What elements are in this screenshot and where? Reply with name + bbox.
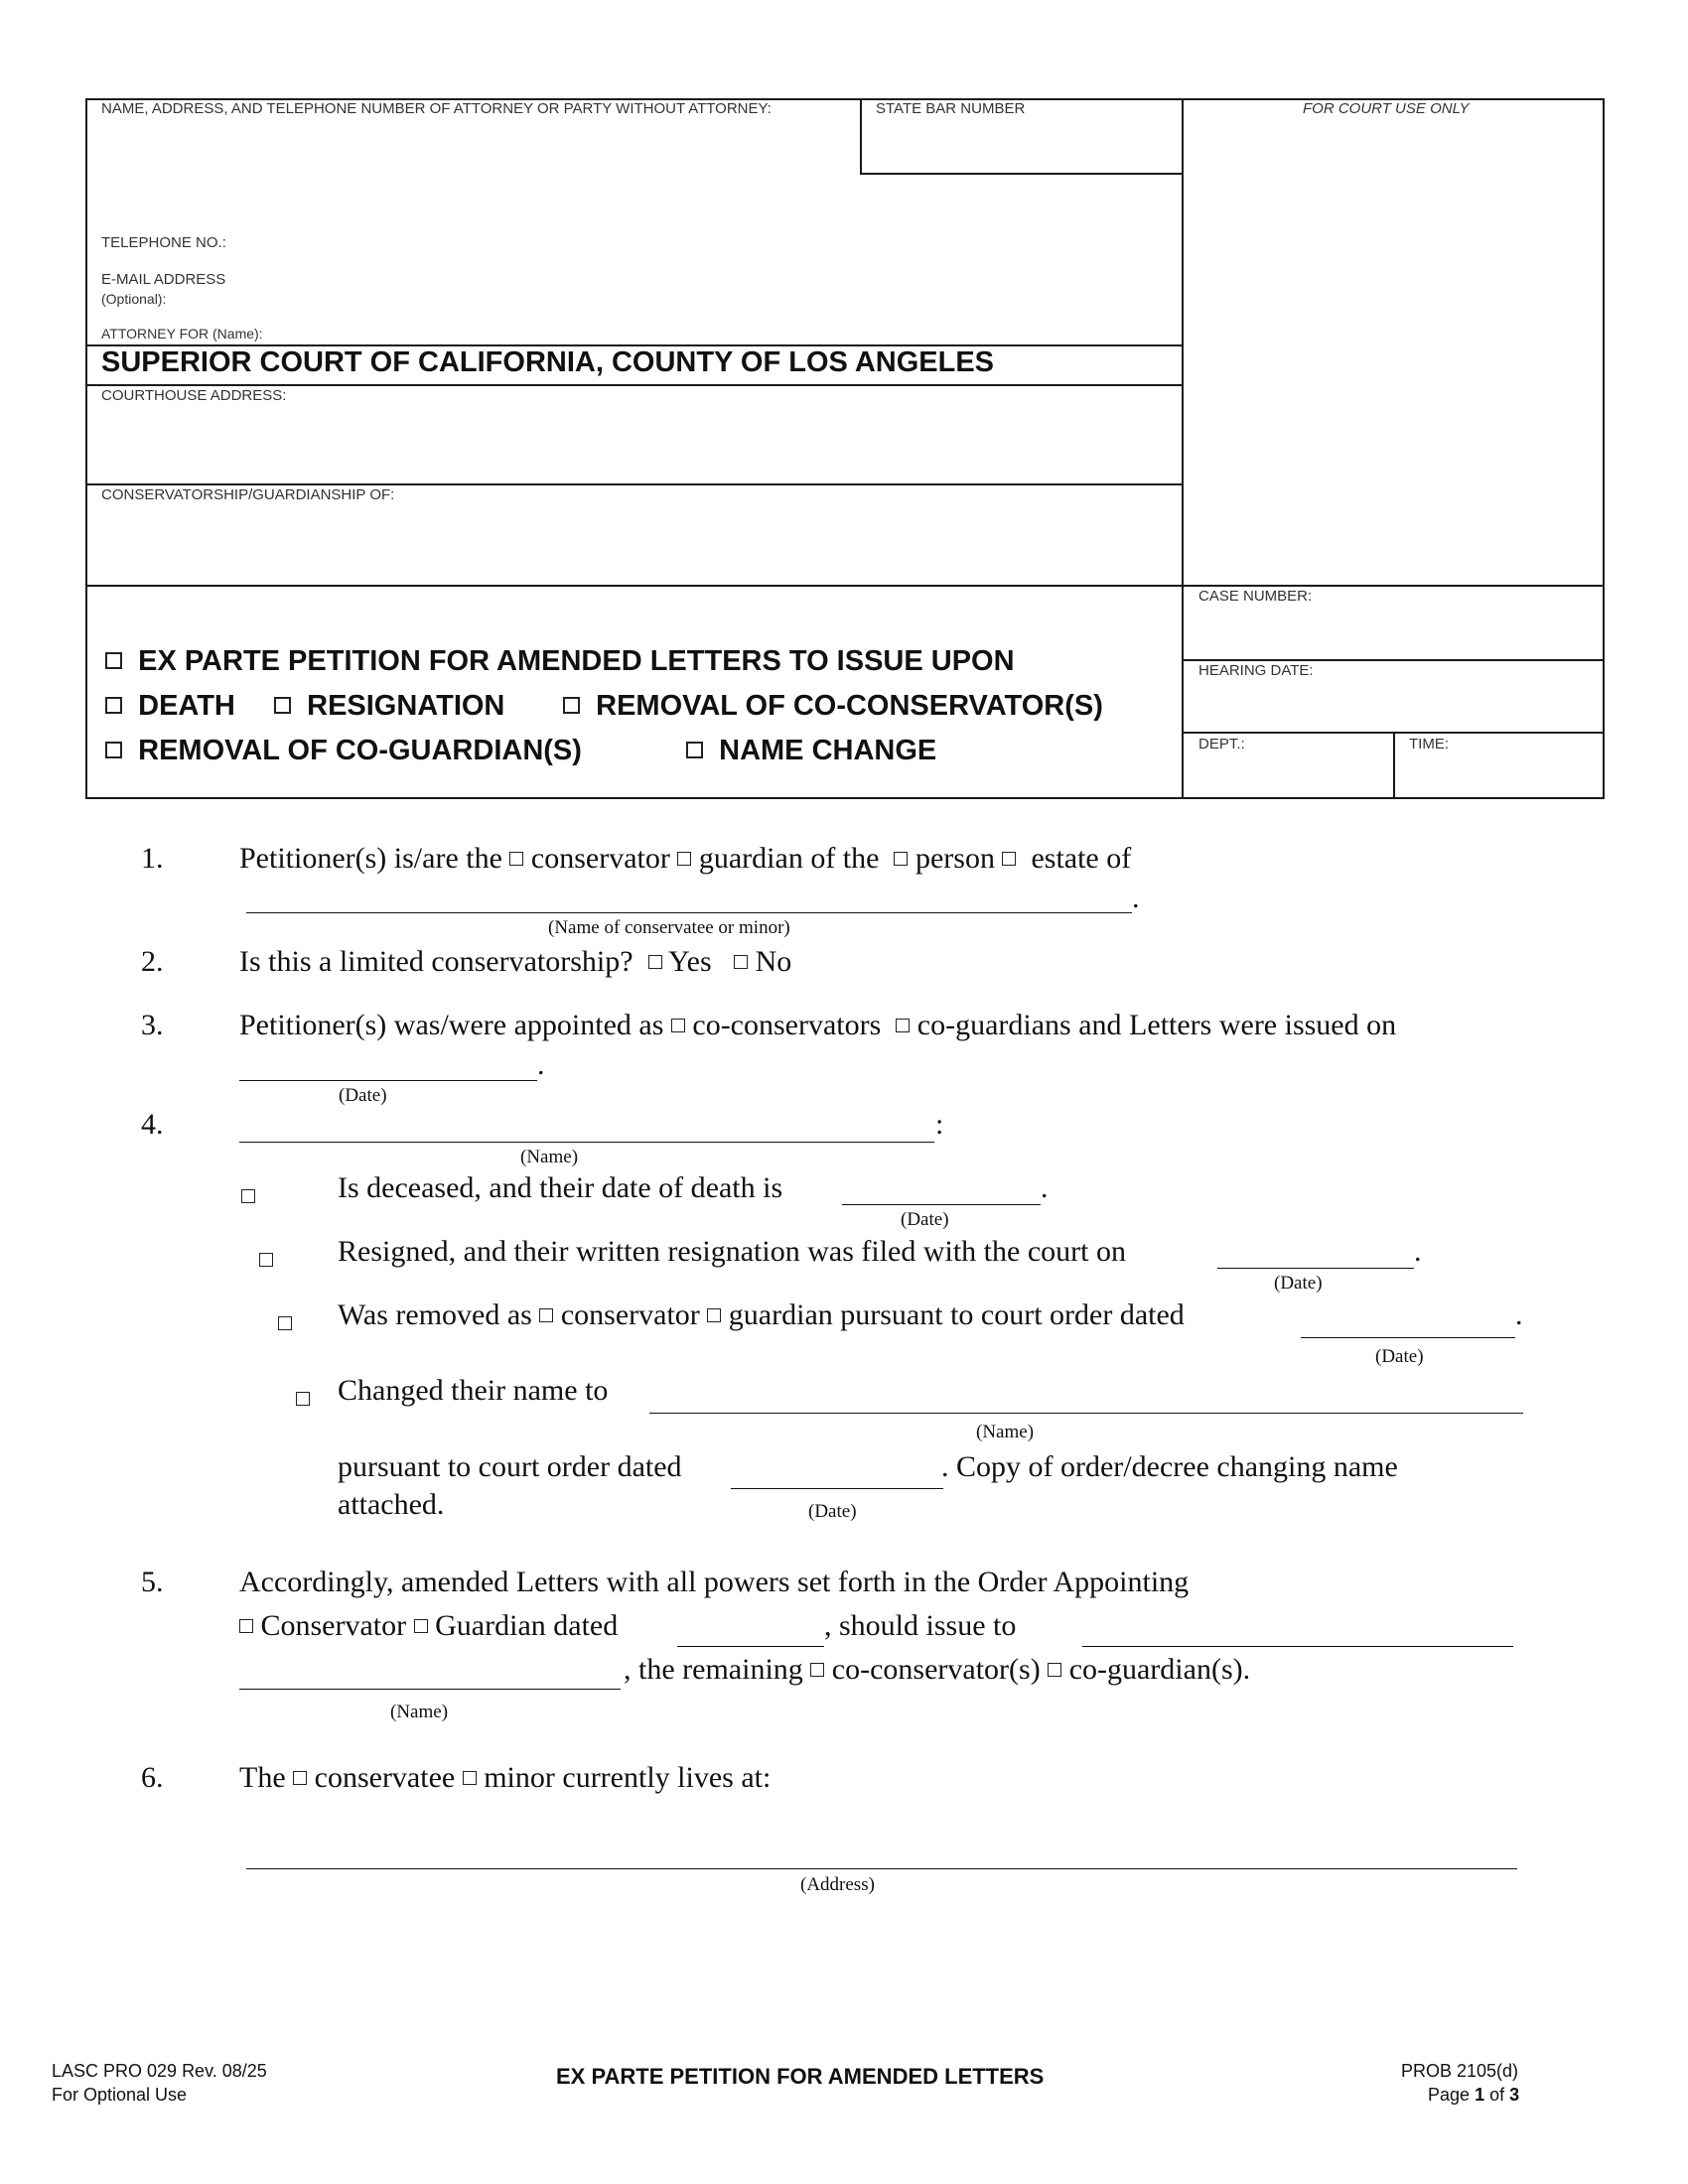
matter-label: CONSERVATORSHIP/GUARDIANSHIP OF:: [101, 486, 395, 503]
checkbox[interactable]: [414, 1619, 428, 1633]
item-4-deceased: Is deceased, and their date of death is: [338, 1171, 783, 1204]
item-3-period: .: [537, 1048, 545, 1081]
item-4-deceased-period: .: [1041, 1171, 1049, 1204]
item-5-line-2: Conservator Guardian dated: [239, 1609, 618, 1643]
item-5-line-3: , the remaining co-conservator(s) co-guardian(s).: [624, 1653, 1251, 1686]
telephone-label: TELEPHONE NO.:: [101, 234, 226, 251]
hearing-top: [1182, 659, 1605, 661]
item-4-resignation-date-line[interactable]: [1217, 1268, 1414, 1269]
email-optional-label: (Optional):: [101, 291, 167, 307]
dept-time-divider: [1393, 732, 1395, 799]
item-4-pursuant-line: pursuant to court order dated: [338, 1450, 682, 1483]
item-4-resigned-period: .: [1414, 1235, 1422, 1268]
title-removal-coconservator: REMOVAL OF CO-CONSERVATOR(S): [563, 690, 1103, 723]
item-5-number: 5.: [141, 1566, 164, 1598]
checkbox[interactable]: [463, 1771, 477, 1785]
checkbox[interactable]: [105, 742, 122, 758]
title-name-change: NAME CHANGE: [686, 735, 936, 767]
court-name: SUPERIOR COURT OF CALIFORNIA, COUNTY OF LOS ANGELES: [101, 346, 995, 378]
item-4-deceased-caption: (Date): [901, 1209, 949, 1230]
state-bar-bottom: [860, 173, 1183, 175]
item-4-colon: :: [935, 1108, 944, 1141]
item-3-line: Petitioner(s) was/were appointed as co-conservators co-guardians and Letters were issued on: [239, 1009, 1397, 1041]
item-1-period: .: [1132, 882, 1140, 914]
checkbox[interactable]: [241, 1189, 255, 1203]
item-3-caption: (Date): [339, 1085, 387, 1106]
checkbox[interactable]: [105, 697, 122, 714]
item-4-order-date-line[interactable]: [731, 1488, 943, 1489]
hearing-date-label: HEARING DATE:: [1198, 662, 1314, 679]
attorney-label: NAME, ADDRESS, AND TELEPHONE NUMBER OF ATTORNEY OR PARTY WITHOUT ATTORNEY:: [101, 100, 772, 117]
footer-title: EX PARTE PETITION FOR AMENDED LETTERS: [556, 2064, 1045, 2089]
caption-divider-vertical: [1182, 98, 1184, 799]
item-4-changed-caption: (Name): [976, 1422, 1035, 1442]
checkbox[interactable]: [509, 852, 523, 866]
item-6-address-line[interactable]: [246, 1868, 1517, 1869]
attorney-for-label: ATTORNEY FOR (Name):: [101, 326, 263, 341]
checkbox[interactable]: [648, 955, 662, 969]
checkbox[interactable]: [278, 1316, 292, 1330]
title-line-3: REMOVAL OF CO-GUARDIAN(S): [105, 735, 582, 767]
checkbox[interactable]: [707, 1308, 721, 1322]
item-4-death-date-line[interactable]: [842, 1204, 1041, 1205]
checkbox[interactable]: [539, 1308, 553, 1322]
court-name-bottom: [85, 384, 1183, 386]
item-3-date-line[interactable]: [239, 1080, 537, 1081]
item-5-caption: (Name): [390, 1702, 449, 1722]
title-resignation: RESIGNATION: [274, 690, 504, 723]
item-1-line: Petitioner(s) is/are the conservator guardian of the person estate of: [239, 842, 1132, 875]
dept-label: DEPT.:: [1198, 736, 1245, 752]
checkbox[interactable]: [105, 652, 122, 669]
item-2-number: 2.: [141, 945, 164, 978]
checkbox[interactable]: [686, 742, 703, 758]
item-4-name-caption: (Name): [520, 1147, 579, 1167]
title-line-1: EX PARTE PETITION FOR AMENDED LETTERS TO ISSUE UPON: [105, 645, 1015, 678]
item-5-name-line-b[interactable]: [239, 1689, 621, 1690]
case-number-label: CASE NUMBER:: [1198, 588, 1313, 605]
checkbox[interactable]: [896, 1019, 910, 1032]
checkbox[interactable]: [894, 852, 908, 866]
item-4-removed-caption: (Date): [1375, 1346, 1424, 1367]
item-4-resigned: Resigned, and their written resignation was filed with the court on: [338, 1235, 1126, 1268]
time-label: TIME:: [1409, 736, 1449, 752]
item-6-caption: (Address): [800, 1874, 875, 1895]
title-top: [85, 585, 1605, 587]
checkbox[interactable]: [259, 1253, 273, 1267]
footer-page: Page 1 of 3: [1428, 2085, 1520, 2105]
footer-form-code: LASC PRO 029 Rev. 08/25: [52, 2061, 267, 2081]
item-4-changed: Changed their name to: [338, 1374, 609, 1407]
checkbox[interactable]: [671, 1019, 685, 1032]
item-2-line: Is this a limited conservatorship? Yes No: [239, 945, 792, 978]
footer-prob-code: PROB 2105(d): [1401, 2061, 1519, 2081]
item-3-number: 3.: [141, 1009, 164, 1041]
item-5-should-issue: , should issue to: [824, 1609, 1017, 1642]
checkbox[interactable]: [1048, 1663, 1061, 1677]
item-4-attached: attached.: [338, 1488, 445, 1521]
item-4-copy: . Copy of order/decree changing name: [941, 1450, 1398, 1483]
email-label: E-MAIL ADDRESS: [101, 271, 226, 288]
item-5-name-line-a[interactable]: [1082, 1646, 1513, 1647]
state-bar-label: STATE BAR NUMBER: [876, 100, 1026, 117]
item-4-pursuant-caption: (Date): [808, 1501, 857, 1522]
item-5-line-1: Accordingly, amended Letters with all powers set forth in the Order Appointing: [239, 1566, 1190, 1598]
matter-top: [85, 483, 1183, 485]
item-1-caption: (Name of conservatee or minor): [548, 917, 790, 938]
item-1-name-line[interactable]: [246, 912, 1132, 913]
item-6-number: 6.: [141, 1761, 164, 1794]
courthouse-label: COURTHOUSE ADDRESS:: [101, 387, 287, 404]
footer-optional-use: For Optional Use: [52, 2085, 188, 2105]
court-use-label: FOR COURT USE ONLY: [1303, 100, 1470, 117]
checkbox[interactable]: [810, 1663, 824, 1677]
item-4-removed-period: .: [1515, 1298, 1523, 1331]
checkbox[interactable]: [293, 1771, 307, 1785]
checkbox[interactable]: [563, 697, 580, 714]
item-6-line: The conservatee minor currently lives at:: [239, 1761, 772, 1794]
checkbox[interactable]: [734, 955, 748, 969]
item-4-number: 4.: [141, 1108, 164, 1141]
item-4-removal-date-line[interactable]: [1301, 1337, 1515, 1338]
item-4-new-name-line[interactable]: [649, 1413, 1523, 1414]
title-line-2: DEATH: [105, 690, 235, 723]
checkbox[interactable]: [296, 1392, 310, 1406]
checkbox[interactable]: [1002, 852, 1016, 866]
item-4-removed-line: Was removed as conservator guardian pursuant to court order dated: [338, 1298, 1185, 1331]
item-5-date-line[interactable]: [677, 1646, 824, 1647]
item-4-resigned-caption: (Date): [1274, 1273, 1323, 1294]
state-bar-divider: [860, 98, 862, 174]
checkbox[interactable]: [677, 852, 691, 866]
checkbox[interactable]: [239, 1619, 253, 1633]
item-4-name-line[interactable]: [239, 1142, 934, 1143]
checkbox[interactable]: [274, 697, 291, 714]
item-1-number: 1.: [141, 842, 164, 875]
